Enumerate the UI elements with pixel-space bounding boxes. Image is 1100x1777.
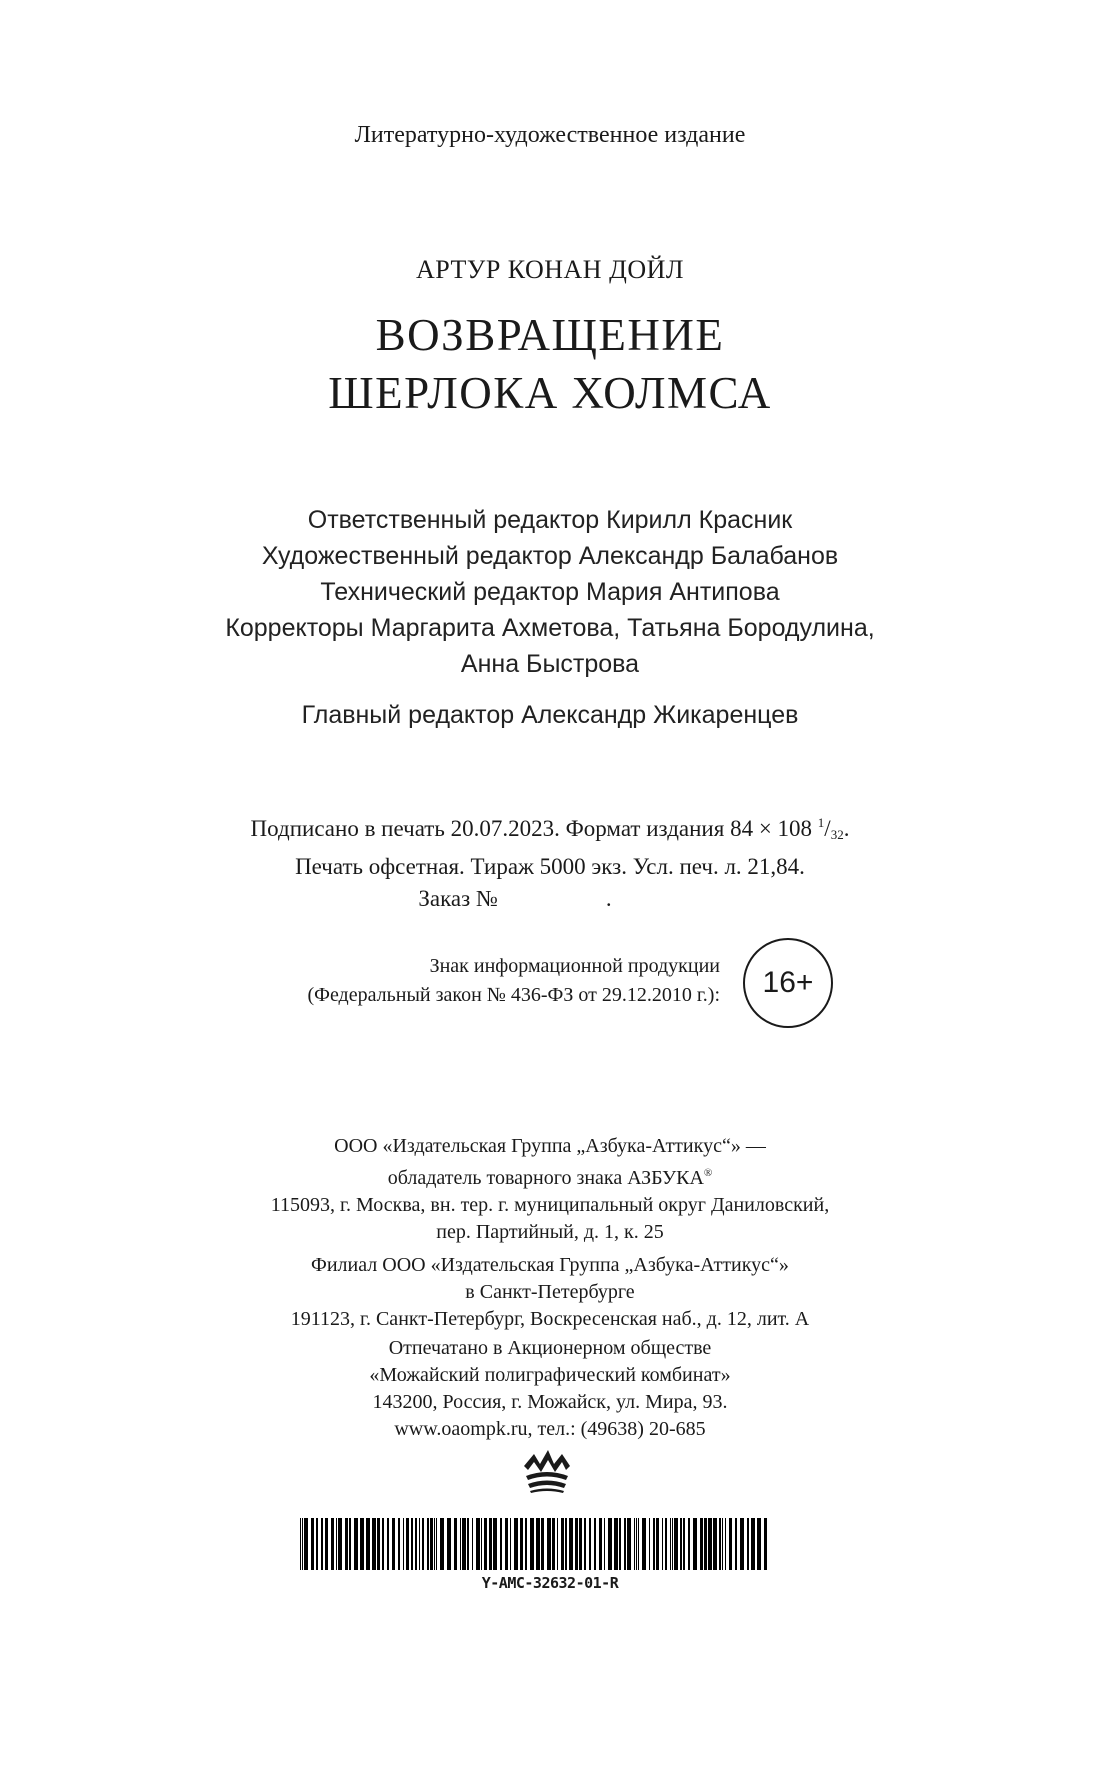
book-title-line: ШЕРЛОКА ХОЛМСА bbox=[328, 368, 772, 418]
order-line: Заказ № . bbox=[418, 886, 612, 911]
branch-info: Филиал ООО «Издательская Группа „Азбука-Аттикус“» в Санкт-Петербурге 191123, г. Санкт-Петербург, Воскресенская наб., д. 12, лит. А bbox=[290, 1254, 810, 1330]
barcode-bar bbox=[434, 1518, 435, 1570]
barcode-bar bbox=[530, 1518, 534, 1570]
barcode-bar bbox=[636, 1518, 637, 1570]
barcode-bar bbox=[403, 1518, 404, 1570]
barcode-bar bbox=[619, 1518, 621, 1570]
barcode-bar bbox=[541, 1518, 544, 1570]
barcode-bar bbox=[704, 1518, 707, 1570]
barcode-bar bbox=[338, 1518, 342, 1570]
barcode-bar bbox=[331, 1518, 334, 1570]
printer-info: Отпечатано в Акционерном обществе «Можайский полиграфический комбинат» 143200, Россия, г. Можайск, ул. Мира, 93. www.oaompk.ru, тел.: (49638) 20-685 bbox=[369, 1337, 731, 1440]
barcode-bar bbox=[693, 1518, 697, 1570]
barcode-bar bbox=[565, 1518, 567, 1570]
barcode-bar bbox=[493, 1518, 497, 1570]
barcode-bar bbox=[634, 1518, 635, 1570]
barcode-bar bbox=[440, 1518, 444, 1570]
publisher-info: ООО «Издательская Группа „Азбука-Аттикус“» — обладатель товарного знака АЗБУКА® 115093, г. Москва, вн. тер. г. муниципальный округ Даниловский, пер. Партийный, д. 1, к. 25 bbox=[270, 1135, 830, 1243]
barcode-bar bbox=[740, 1518, 744, 1570]
credit-line: Художественный редактор Александр Балабанов bbox=[261, 542, 839, 570]
barcode-bar bbox=[325, 1518, 328, 1570]
barcode-bar bbox=[510, 1518, 511, 1570]
barcode-bar bbox=[354, 1518, 358, 1570]
barcode bbox=[300, 1518, 770, 1570]
barcode-bar bbox=[382, 1518, 384, 1570]
format-fraction-numerator: 1 bbox=[817, 815, 825, 830]
book-title-line: ВОЗВРАЩЕНИЕ bbox=[375, 310, 725, 360]
barcode-bar bbox=[683, 1518, 685, 1570]
credit-line: Технический редактор Мария Антипова bbox=[320, 578, 780, 606]
barcode-bar bbox=[579, 1518, 582, 1570]
barcode-bar bbox=[627, 1518, 631, 1570]
barcode-bar bbox=[427, 1518, 429, 1570]
barcode-bar bbox=[653, 1518, 655, 1570]
barcode-bar bbox=[406, 1518, 409, 1570]
barcode-bar bbox=[757, 1518, 761, 1570]
age-rating-label: 16+ bbox=[762, 966, 814, 999]
barcode-bar bbox=[345, 1518, 348, 1570]
barcode-bar bbox=[415, 1518, 417, 1570]
barcode-bar bbox=[514, 1518, 518, 1570]
barcode-bar bbox=[725, 1518, 726, 1570]
barcode-bar bbox=[680, 1518, 682, 1570]
barcode-bar bbox=[688, 1518, 690, 1570]
barcode-bar bbox=[670, 1518, 671, 1570]
barcode-bar bbox=[649, 1518, 650, 1570]
barcode-bar bbox=[561, 1518, 564, 1570]
barcode-bar bbox=[505, 1518, 508, 1570]
barcode-bar bbox=[729, 1518, 732, 1570]
barcode-bar bbox=[360, 1518, 364, 1570]
barcode-bar bbox=[349, 1518, 351, 1570]
barcode-bar bbox=[304, 1518, 308, 1570]
barcode-bar bbox=[460, 1518, 461, 1570]
barcode-bar bbox=[722, 1518, 723, 1570]
barcode-bar bbox=[336, 1518, 337, 1570]
author-name: АРТУР КОНАН ДОЙЛ bbox=[415, 255, 685, 284]
barcode-bar bbox=[467, 1518, 469, 1570]
print-info-line2: Печать офсетная. Тираж 5000 экз. Усл. печ. л. 21,84. bbox=[295, 854, 805, 879]
barcode-bar bbox=[500, 1518, 502, 1570]
barcode-bar bbox=[302, 1518, 303, 1570]
barcode-bar bbox=[392, 1518, 395, 1570]
barcode-bar bbox=[614, 1518, 618, 1570]
chief-editor: Главный редактор Александр Жикаренцев bbox=[301, 701, 799, 729]
age-rating-text: Знак информационной продукции (Федеральный закон № 436-ФЗ от 29.12.2010 г.): bbox=[307, 955, 720, 1006]
credit-line: Корректоры Маргарита Ахметова, Татьяна Бородулина, bbox=[225, 614, 875, 642]
barcode-bar bbox=[366, 1518, 370, 1570]
barcode-bar bbox=[589, 1518, 591, 1570]
barcode-bar bbox=[662, 1518, 663, 1570]
barcode-bar bbox=[447, 1518, 451, 1570]
barcode-bar bbox=[419, 1518, 420, 1570]
barcode-bar bbox=[708, 1518, 712, 1570]
barcode-bar bbox=[481, 1518, 482, 1570]
barcode-bar bbox=[665, 1518, 667, 1570]
barcode-bar bbox=[594, 1518, 596, 1570]
print-info bbox=[0, 807, 1100, 915]
barcode-bar bbox=[713, 1518, 717, 1570]
barcode-bar bbox=[638, 1518, 639, 1570]
barcode-bar bbox=[747, 1518, 749, 1570]
barcode-code: Y-AMC-32632-01-R bbox=[481, 1574, 619, 1592]
barcode-bar bbox=[735, 1518, 737, 1570]
barcode-bar bbox=[584, 1518, 586, 1570]
barcode-bar bbox=[552, 1518, 555, 1570]
barcode-bar bbox=[484, 1518, 487, 1570]
barcode-bar bbox=[599, 1518, 602, 1570]
barcode-bar bbox=[398, 1518, 400, 1570]
barcode-bar bbox=[569, 1518, 573, 1570]
book-title bbox=[0, 306, 1100, 422]
barcode-bar bbox=[462, 1518, 466, 1570]
barcode-bar bbox=[575, 1518, 578, 1570]
barcode-bar bbox=[604, 1518, 605, 1570]
format-fraction-denominator: 32 bbox=[830, 827, 844, 842]
barcode-bar bbox=[472, 1518, 473, 1570]
print-info-line1: Подписано в печать 20.07.2023. Формат издания 84 × 108 $^1/_{32}$. bbox=[250, 815, 850, 842]
registered-trademark-icon: ® bbox=[703, 1167, 713, 1179]
barcode-bar bbox=[642, 1518, 646, 1570]
barcode-bar bbox=[311, 1518, 314, 1570]
barcode-bar bbox=[608, 1518, 612, 1570]
printer-logo-icon bbox=[520, 1448, 574, 1494]
barcode-bar bbox=[751, 1518, 755, 1570]
barcode-bar bbox=[672, 1518, 673, 1570]
barcode-bar bbox=[719, 1518, 721, 1570]
barcode-bar bbox=[764, 1518, 767, 1570]
barcode-bar bbox=[536, 1518, 540, 1570]
barcode-bar bbox=[547, 1518, 551, 1570]
barcode-bar bbox=[372, 1518, 376, 1570]
barcode-bar bbox=[387, 1518, 389, 1570]
barcode-bar bbox=[489, 1518, 492, 1570]
barcode-bar bbox=[476, 1518, 480, 1570]
barcode-bar bbox=[557, 1518, 558, 1570]
barcode-bar bbox=[422, 1518, 424, 1570]
format-fraction-slash: / bbox=[824, 816, 831, 841]
credit-line: Ответственный редактор Кирилл Красник bbox=[307, 506, 793, 534]
barcode-bar bbox=[300, 1518, 301, 1570]
credits-block bbox=[0, 502, 1100, 682]
barcode-bar bbox=[674, 1518, 678, 1570]
barcode-bar bbox=[436, 1518, 437, 1570]
barcode-bar bbox=[430, 1518, 433, 1570]
barcode-bar bbox=[520, 1518, 523, 1570]
barcode-bar bbox=[454, 1518, 457, 1570]
barcode-bar bbox=[321, 1518, 323, 1570]
barcode-bar bbox=[525, 1518, 527, 1570]
age-rating-badge bbox=[743, 938, 833, 1028]
edition-type: Литературно-художественное издание bbox=[354, 122, 746, 148]
barcode-bar bbox=[656, 1518, 659, 1570]
barcode-bar bbox=[700, 1518, 703, 1570]
barcode-bar bbox=[377, 1518, 380, 1570]
barcode-bar bbox=[316, 1518, 318, 1570]
barcode-bar bbox=[411, 1518, 413, 1570]
barcode-bar bbox=[624, 1518, 626, 1570]
credit-line: Анна Быстрова bbox=[460, 650, 640, 678]
